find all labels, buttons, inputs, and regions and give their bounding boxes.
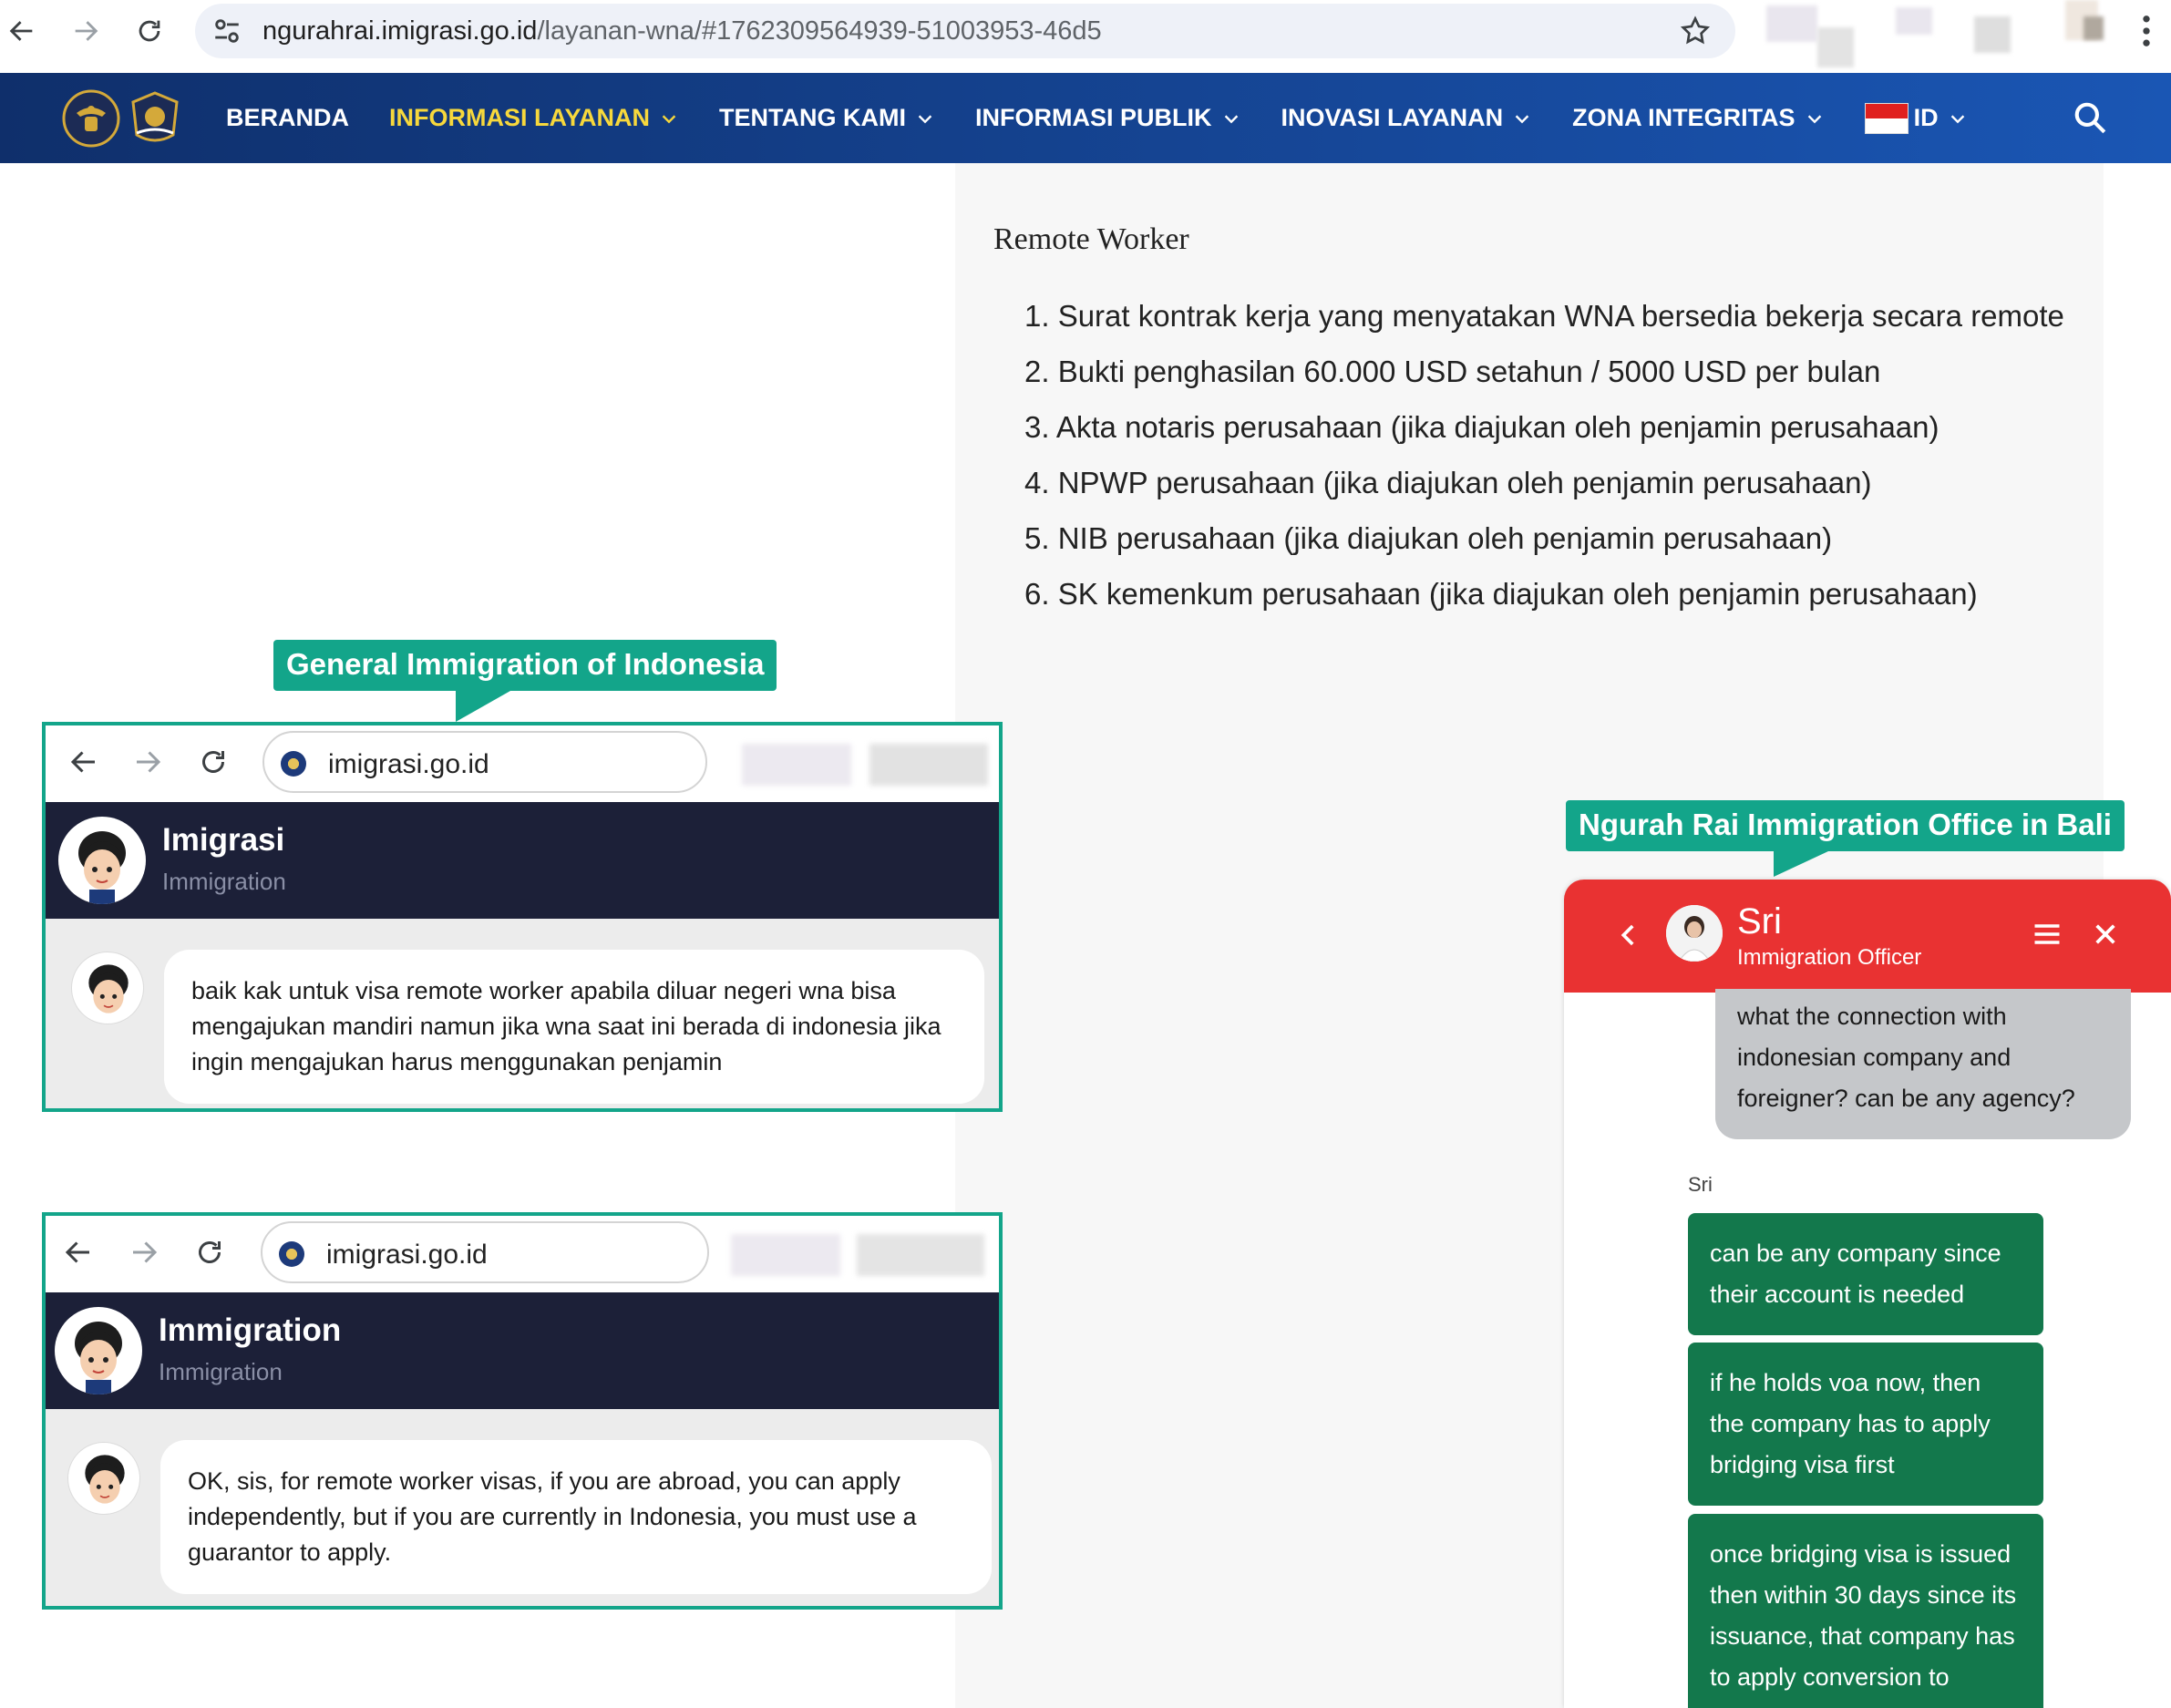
requirement-item: 2. Bukti penghasilan 60.000 USD setahun / 5000 USD per bulan <box>1024 355 1881 388</box>
chevron-down-icon <box>1221 108 1241 129</box>
arrow-right-icon <box>131 746 164 778</box>
officer-avatar-icon <box>1666 905 1723 962</box>
chat-widget <box>1564 880 2171 1708</box>
chevron-down-icon <box>915 108 935 129</box>
callout-right <box>1566 800 2125 851</box>
nav-label: BERANDA <box>226 104 349 131</box>
arrow-right-icon <box>128 1236 160 1269</box>
mini-url: imigrasi.go.id <box>326 1240 488 1270</box>
mini-browser-toolbar <box>46 725 999 802</box>
bookmark-star-icon[interactable] <box>1679 15 1712 47</box>
section-title: Remote Worker <box>993 222 1189 256</box>
callout-left-text: General Immigration of Indonesia <box>286 647 765 681</box>
nav-label: INFORMASI LAYANAN <box>389 104 651 131</box>
search-icon[interactable] <box>2073 100 2107 135</box>
agent-avatar-icon <box>55 1307 142 1394</box>
reload-icon <box>197 746 230 778</box>
chat-widget-header <box>1564 880 2171 993</box>
agent-avatar-small <box>71 952 144 1024</box>
nav-tentang-kami[interactable] <box>719 104 935 132</box>
language-selector[interactable] <box>1865 103 1968 134</box>
officer-avatar <box>1666 905 1723 962</box>
mini-browser-toolbar <box>46 1216 999 1292</box>
callout-right-text: Ngurah Rai Immigration Office in Bali <box>1579 808 2112 841</box>
chat-screenshot-card <box>42 722 1003 1112</box>
blurred-area <box>742 744 851 786</box>
agent-subtitle: Immigration <box>162 868 286 895</box>
arrow-left-icon <box>6 15 37 46</box>
agent-avatar-small <box>67 1442 140 1515</box>
url-host: ngurahrai.imigrasi.go.id <box>262 16 538 46</box>
language-label: ID <box>1913 104 1939 131</box>
imigrasi-logo-icon <box>126 89 184 148</box>
agent-avatar-icon <box>58 817 146 904</box>
requirement-item: 3. Akta notaris perusahaan (jika diajukan oleh penjamin perusahaan) <box>1024 410 1939 444</box>
agent-avatar-icon <box>72 952 144 1024</box>
nav-zona-integritas[interactable] <box>1572 104 1825 132</box>
agent-message-bubble: if he holds voa now, then the company has to apply bridging visa first <box>1688 1343 2043 1506</box>
reload-icon <box>193 1236 226 1269</box>
sender-label: Sri <box>1688 1173 1713 1196</box>
user-message-bubble: what the connection with indonesian company and foreigner? can be any agency? <box>1715 989 2131 1139</box>
address-bar[interactable] <box>195 4 1735 58</box>
blurred-area <box>869 744 988 786</box>
chat-message-bubble: baik kak untuk visa remote worker apabila diluar negeri wna bisa mengajukan mandiri namun jika wna saat ini berada di indonesia jika ingin mengajukan harus menggunakan penjamin <box>164 950 984 1104</box>
site-settings-icon[interactable] <box>211 15 242 46</box>
requirement-item: 1. Surat kontrak kerja yang menyatakan WNA bersedia bekerja secara remote <box>1024 299 2064 333</box>
requirement-item: 5. NIB perusahaan (jika diajukan oleh penjamin perusahaan) <box>1024 521 1833 555</box>
agent-name: Imigrasi <box>162 822 285 858</box>
callout-left <box>273 640 777 691</box>
requirement-item: 4. NPWP perusahaan (jika diajukan oleh penjamin perusahaan) <box>1024 466 1872 499</box>
agent-avatar-icon <box>68 1443 140 1515</box>
chat-message-bubble: OK, sis, for remote worker visas, if you are abroad, you can apply independently, but if you are currently in Indonesia, you must use a guarantor to apply. <box>160 1440 992 1594</box>
agent-avatar <box>58 817 146 904</box>
nav-label: TENTANG KAMI <box>719 104 907 131</box>
browser-toolbar <box>0 0 2171 73</box>
arrow-left-icon <box>67 746 100 778</box>
chevron-down-icon <box>1512 108 1532 129</box>
chevron-down-icon <box>659 108 679 129</box>
arrow-left-icon <box>62 1236 95 1269</box>
officer-name: Sri <box>1737 901 1782 941</box>
mini-url: imigrasi.go.id <box>328 749 489 779</box>
site-menu <box>226 73 2008 163</box>
reload-button[interactable] <box>129 11 170 51</box>
back-button[interactable] <box>2 11 42 51</box>
chat-agent-header <box>46 1292 999 1409</box>
reload-icon <box>134 15 165 46</box>
blurred-area <box>857 1234 984 1276</box>
nav-beranda[interactable] <box>226 104 349 132</box>
agent-message-bubble: once bridging visa is issued then within 30 days since its issuance, that company has to apply conversion to <box>1688 1514 2043 1708</box>
indonesia-flag-icon <box>1865 103 1909 134</box>
callout-tail <box>456 691 510 722</box>
nav-inovasi-layanan[interactable] <box>1281 104 1533 132</box>
imigrasi-favicon-icon <box>279 1241 304 1267</box>
nav-informasi-layanan[interactable] <box>389 104 679 132</box>
forward-button[interactable] <box>66 11 106 51</box>
more-menu-icon[interactable] <box>2133 11 2160 51</box>
extensions-area <box>1759 0 2142 69</box>
nav-label: ZONA INTEGRITAS <box>1572 104 1795 131</box>
chevron-down-icon <box>1805 108 1825 129</box>
mini-address-bar <box>261 1221 709 1283</box>
nav-label: INOVASI LAYANAN <box>1281 104 1504 131</box>
requirements-list <box>1024 299 2064 633</box>
callout-tail <box>1774 851 1828 877</box>
chevron-down-icon <box>1948 108 1968 129</box>
chevron-left-icon[interactable] <box>1613 920 1644 951</box>
address-url <box>262 16 1102 46</box>
officer-role: Immigration Officer <box>1737 945 1922 970</box>
nav-informasi-publik[interactable] <box>975 104 1241 132</box>
nav-label: INFORMASI PUBLIK <box>975 104 1212 131</box>
site-navbar <box>0 73 2171 163</box>
hamburger-menu-icon[interactable] <box>2031 918 2063 951</box>
agent-name: Immigration <box>159 1312 342 1348</box>
arrow-right-icon <box>70 15 101 46</box>
chat-screenshot-card <box>42 1212 1003 1610</box>
imigrasi-favicon-icon <box>281 751 306 777</box>
agent-subtitle: Immigration <box>159 1358 283 1385</box>
blurred-area <box>731 1234 840 1276</box>
close-icon[interactable] <box>2091 920 2120 949</box>
chat-agent-header <box>46 802 999 919</box>
agent-avatar <box>55 1307 142 1394</box>
agent-message-bubble: can be any company since their account is needed <box>1688 1213 2043 1335</box>
mini-address-bar <box>262 731 707 793</box>
url-path: /layanan-wna/#1762309564939-51003953-46d5 <box>537 16 1102 46</box>
garuda-logo-icon <box>62 89 120 148</box>
requirement-item: 6. SK kemenkum perusahaan (jika diajukan oleh penjamin perusahaan) <box>1024 577 1978 611</box>
